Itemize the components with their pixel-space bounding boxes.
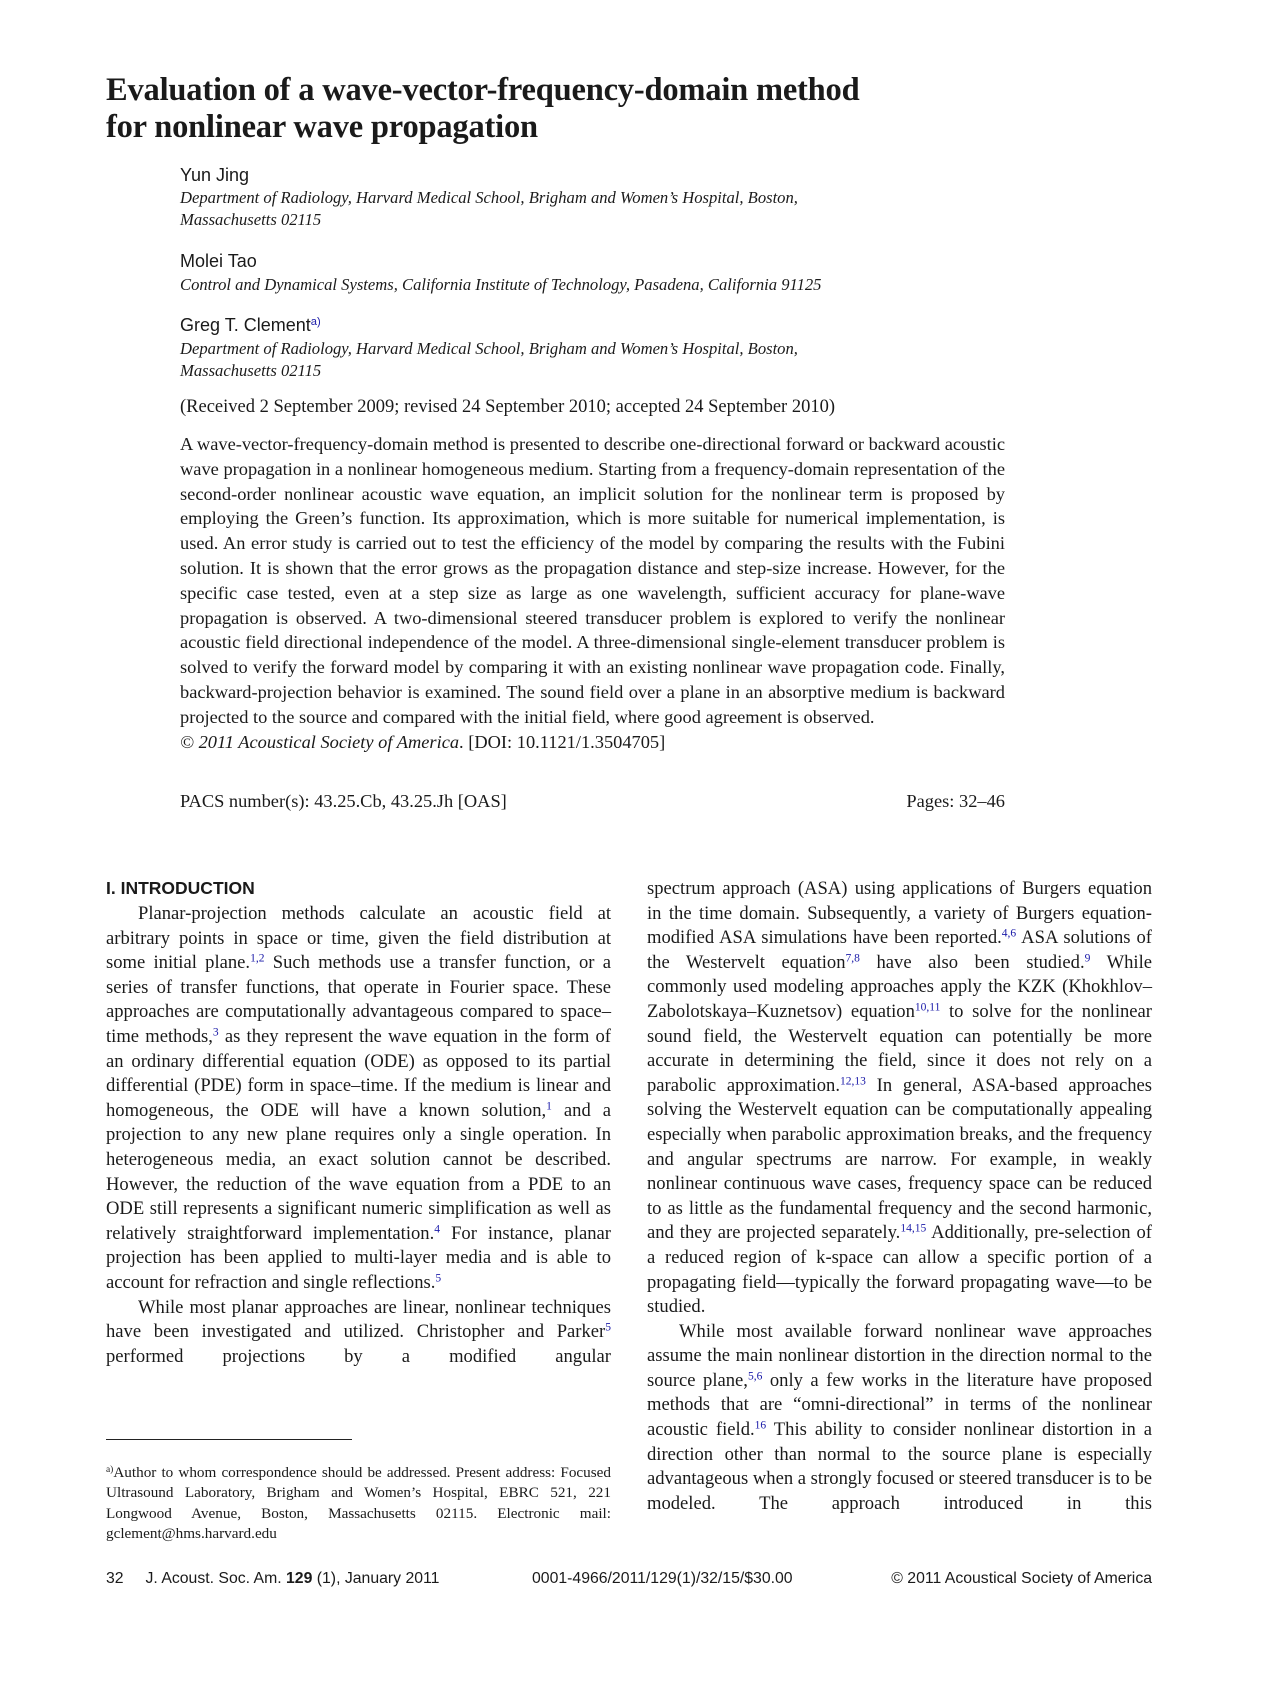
paragraph-text: In general, ASA-based approaches solving the Westervelt equation can be computationally appealing especially when parabolic approximation breaks, and the frequency and angular spectrums are narrow. For example, in weakly nonlinear continuous wave cases, frequency space can be reduced to as little as the fundamental frequency and the second harmonic, and they are projected separately. (647, 1074, 1152, 1244)
body-paragraph (647, 877, 1152, 1320)
body-paragraph (647, 1320, 1152, 1517)
footnote-mark: a) (106, 1464, 114, 1475)
paragraph-text: This ability to consider nonlinear distortion in a direction other than normal to the source plane is especially advantageous when a strongly focused or steered transducer is to be modeled. The approach introduced in this (647, 1419, 1152, 1514)
right-column (647, 877, 1152, 1516)
author-name (180, 165, 249, 186)
citation-link[interactable]: 16 (754, 1419, 767, 1432)
page-number: 32 (106, 1570, 124, 1587)
citation-link[interactable]: 10,11 (914, 1001, 941, 1014)
journal-volume: 129 (286, 1570, 313, 1587)
author-name-text: Greg T. Clement (180, 315, 311, 335)
paragraph-text: and a projection to any new plane requires only a single operation. In heterogeneous media, an exact solution cannot be described. However, the reduction of the wave equation from a PDE to an ODE still represents a significant numeric simplification as well as relatively straightforward implementation. (106, 1099, 611, 1244)
citation-link[interactable]: 5 (605, 1321, 611, 1334)
abstract-text: A wave-vector-frequency-domain method is presented to describe one-directional forward or backward acoustic wave propagation in a nonlinear homogeneous medium. Starting from a frequency-domain representation of the second-order nonlinear acoustic wave equation, an implicit solution for the nonlinear term is proposed by employing the Green’s function. Its approximation, which is more suitable for numerical implementation, is used. An error study is carried out to test the efficiency of the model by comparing the results with the Fubini solution. It is shown that the error grows as the propagation distance and step-size increase. However, for the specific case tested, even at a step size as large as one wavelength, sufficient accuracy for plane-wave propagation is observed. A two-dimensional steered transducer problem is explored to verify the nonlinear acoustic field directional independence of the model. A three-dimensional single-element transducer problem is solved to verify the forward model by comparing it with an existing nonlinear wave propagation code. Finally, backward-projection behavior is examined. The sound field over a plane in an absorptive medium is backward projected to the source and compared with the initial field, where good agreement is observed. (180, 434, 1005, 727)
citation-link[interactable]: 14,15 (900, 1222, 927, 1235)
paragraph-text: While most available forward nonlinear wave approaches assume the main nonlinear distortion in the direction normal to the source plane, (647, 1320, 1152, 1391)
author-name (180, 251, 257, 272)
paragraph-text: Additionally, pre-selection of a reduced region of k-space can allow a specific portion of a propagating field—typically the forward propagating wave—to be studied. (647, 1222, 1152, 1318)
paragraph-text: ASA solutions of the Westervelt equation (647, 927, 1152, 973)
copyright-notice: © 2011 Acoustical Society of America (180, 731, 460, 752)
affiliation-line: Department of Radiology, Harvard Medical School, Brigham and Women’s Hospital, Boston, (180, 339, 798, 358)
footnote-divider (106, 1439, 352, 1440)
footer-left (106, 1570, 439, 1588)
footnote-text: Author to whom correspondence should be addressed. Present address: Focused Ultrasound Laboratory, Brigham and Women’s Hospital, EBRC 521, 221 Longwood Avenue, Boston, Massachusetts 02115. Electronic mail: gclement@hms.harvard.edu (106, 1464, 611, 1542)
paragraph-text: only a few works in the literature have proposed methods that are “omni-directional” in terms of the nonlinear acoustic field. (647, 1369, 1153, 1441)
footnote (106, 1463, 611, 1544)
page-range: Pages: 32–46 (906, 791, 1005, 811)
issue-date: (1), January 2011 (316, 1570, 440, 1587)
citation-link[interactable]: 1,2 (250, 952, 265, 965)
paragraph-text: spectrum approach (ASA) using applications of Burgers equation in the time domain. Subsequently, a variety of Burgers equation-modified ASA simulations have been reported. (647, 878, 1152, 949)
paragraph-text: to solve for the nonlinear sound field, the Westervelt equation can potentially be more accurate in determining the field, since it does not rely on a parabolic approximation. (647, 1000, 1152, 1096)
citation-link[interactable]: 4,6 (1001, 927, 1017, 940)
citation-link[interactable]: 1 (546, 1100, 552, 1113)
paper-title (106, 72, 1106, 146)
pacs-numbers: PACS number(s): 43.25.Cb, 43.25.Jh [OAS] (180, 791, 507, 811)
abstract (180, 432, 1005, 754)
footer-copyright: © 2011 Acoustical Society of America (891, 1570, 1152, 1587)
author-name-text: Molei Tao (180, 251, 257, 271)
citation-link[interactable]: 9 (1084, 952, 1091, 965)
citation-link[interactable]: 5 (435, 1272, 442, 1285)
received-dates: (Received 2 September 2009; revised 24 September 2010; accepted 24 September 2010) (180, 397, 836, 417)
paragraph-text: have also been studied. (859, 951, 1085, 973)
paragraph-text: performed projections by a modified angular (106, 1345, 611, 1367)
citation-link[interactable]: 3 (212, 1026, 219, 1039)
pacs-row (180, 791, 1005, 812)
author-affiliation (180, 187, 980, 231)
paragraph-text: While commonly used modeling approaches apply the KZK (Khokhlov–Zabolotskaya–Kuznetsov) equation (647, 951, 1153, 1022)
paragraph-text: Planar-projection methods calculate an acoustic field at arbitrary points in space or time, given the field distribution at some initial plane. (106, 903, 611, 974)
affiliation-line: Department of Radiology, Harvard Medical School, Brigham and Women’s Hospital, Boston, (180, 188, 798, 207)
author-name (180, 315, 321, 336)
paragraph-text: For instance, planar projection has been applied to multi-layer media and is able to account for refraction and single reflections. (106, 1222, 611, 1293)
journal-name: J. Acoust. Soc. Am. (145, 1570, 282, 1587)
footer-code: 0001-4966/2011/129(1)/32/15/$30.00 (532, 1570, 793, 1587)
paragraph-text: as they represent the wave equation in the form of an ordinary differential equation (ODE) as opposed to its partial differential (PDE) form in space–time. If the medium is linear and homogeneous, the ODE will have a known solution, (106, 1025, 612, 1121)
citation-link[interactable]: 5,6 (747, 1370, 763, 1383)
title-line: Evaluation of a wave-vector-frequency-domain method (106, 72, 860, 108)
affiliation-line: Massachusetts 02115 (180, 210, 322, 229)
doi[interactable]: . [DOI: 10.1121/1.3504705] (459, 731, 666, 752)
footnote-link[interactable]: a) (310, 315, 321, 328)
affiliation-line: Control and Dynamical Systems, California Institute of Technology, Pasadena, California 91125 (180, 275, 822, 294)
paragraph-text: While most planar approaches are linear, nonlinear techniques have been investigated and utilized. Christopher and Parker (106, 1296, 611, 1343)
citation-link[interactable]: 12,13 (840, 1075, 866, 1088)
citation-link[interactable]: 7,8 (845, 952, 860, 965)
paragraph-text: Such methods use a transfer function, or a series of transfer functions, that operate in Fourier space. These approaches are computationally advantageous compared to space–time methods, (106, 952, 611, 1047)
body-paragraph (106, 902, 611, 1296)
author-affiliation (180, 338, 980, 382)
left-column (106, 902, 611, 1369)
citation-link[interactable]: 4 (434, 1223, 441, 1236)
author-name-text: Yun Jing (180, 165, 250, 185)
author-affiliation (180, 274, 980, 296)
affiliation-line: Massachusetts 02115 (180, 361, 322, 380)
body-paragraph (106, 1296, 611, 1370)
title-line: for nonlinear wave propagation (106, 109, 538, 145)
section-heading: I. INTRODUCTION (106, 878, 255, 898)
